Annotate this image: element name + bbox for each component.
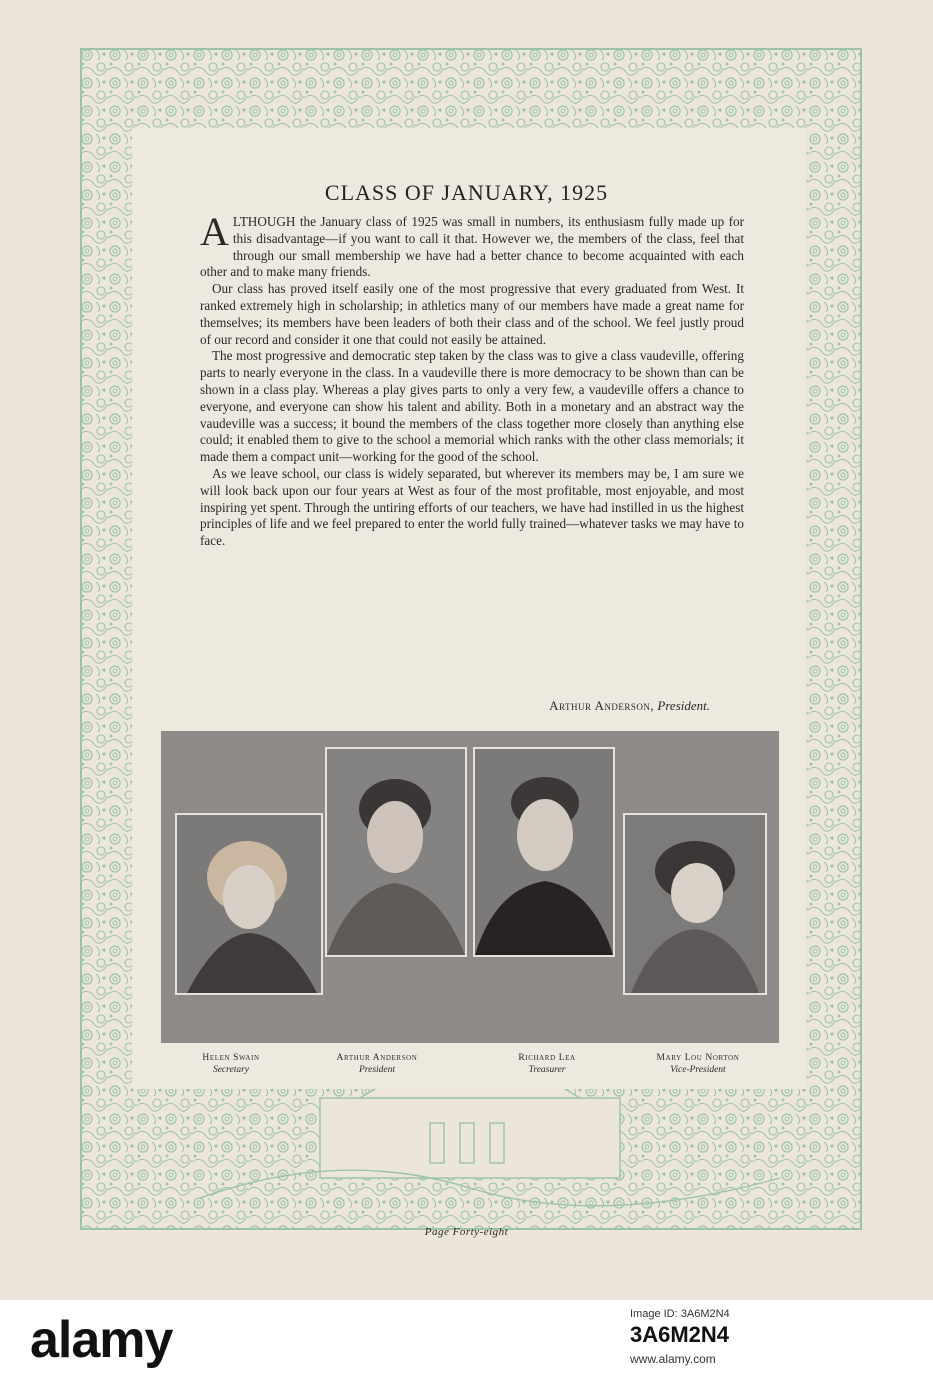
officer-role: Vice-President bbox=[670, 1065, 726, 1075]
paragraph-1: ALTHOUGH the January class of 1925 was small in numbers, its enthusiasm fully made up for this disadvantage—if you want to call it that. However we, the members of the class, feel that through our small membership we have had a better chance to become acquainted with each other and to make many friends. bbox=[200, 209, 744, 280]
officer-name: Mary Lou Norton bbox=[656, 1053, 740, 1063]
caption-arthur-anderson bbox=[302, 1052, 452, 1076]
image-id-label: Image ID: 3A6M2N4 bbox=[630, 1308, 730, 1320]
officer-role: Secretary bbox=[212, 1065, 250, 1075]
caption-richard-lea bbox=[472, 1052, 622, 1076]
officer-name: Arthur Anderson bbox=[336, 1053, 418, 1063]
page-number: Page Forty-eight bbox=[424, 1226, 509, 1238]
caption-helen-swain bbox=[156, 1052, 306, 1076]
paragraph-3: The most progressive and democratic step taken by the class was to give a class vaudeville, offering parts to nearly everyone in the class. In a vaudeville there is more democracy to be shown than can be shown in a class play. Whereas a play gives parts to only a very few, a vaudeville offers a chance to everyone, and everyone can show his talent and ability. Both in a monetary and an abstract way the vaudeville was a success; it bound the members of the class together more closely than anything else could; it enabled them to give to the school a memorial which ranks with the other class memorials; it made them a compact unit—working for the good of the school. bbox=[200, 348, 744, 465]
signature bbox=[200, 698, 710, 714]
officer-name: Helen Swain bbox=[202, 1053, 260, 1063]
portrait-arthur-anderson bbox=[325, 747, 467, 957]
page-title: CLASS OF JANUARY, 1925 bbox=[324, 180, 609, 205]
portrait-mary-lou-norton bbox=[623, 813, 767, 995]
paragraph-4: As we leave school, our class is widely separated, but wherever its members may be, I am sure we will look back upon our four years at West as four of the most profitable, most enjoyable, and most inspiring yet spent. Through the untiring efforts of our teachers, we have had instilled in us the highest principles of life and we feel prepared to enter the world fully trained—whatever tasks we may have to face. bbox=[200, 465, 744, 549]
alamy-logo: alamy bbox=[30, 1311, 173, 1369]
drop-cap: A bbox=[200, 209, 229, 254]
officer-name: Richard Lea bbox=[518, 1053, 576, 1063]
article-body bbox=[200, 209, 744, 550]
site-url: www.alamy.com bbox=[630, 1352, 716, 1366]
portrait-richard-lea bbox=[473, 747, 615, 957]
paragraph-2: Our class has proved itself easily one of the most progressive that every graduated from West. It ranked extremely high in scholarship; in athletics many of our members have made a great name for themselves; its members have been leaders of both their class and of the school. We feel justly proud of our record and consider it one that could not easily be attained. bbox=[200, 281, 744, 347]
officer-photo-plate bbox=[161, 731, 779, 1043]
signature-role: President. bbox=[657, 698, 710, 713]
officer-role: President bbox=[358, 1065, 396, 1075]
officer-role: Treasurer bbox=[528, 1065, 566, 1075]
caption-mary-lou-norton bbox=[623, 1052, 773, 1076]
portrait-helen-swain bbox=[175, 813, 323, 995]
image-code: 3A6M2N4 bbox=[630, 1322, 730, 1347]
signature-name: Arthur Anderson, bbox=[549, 698, 655, 713]
